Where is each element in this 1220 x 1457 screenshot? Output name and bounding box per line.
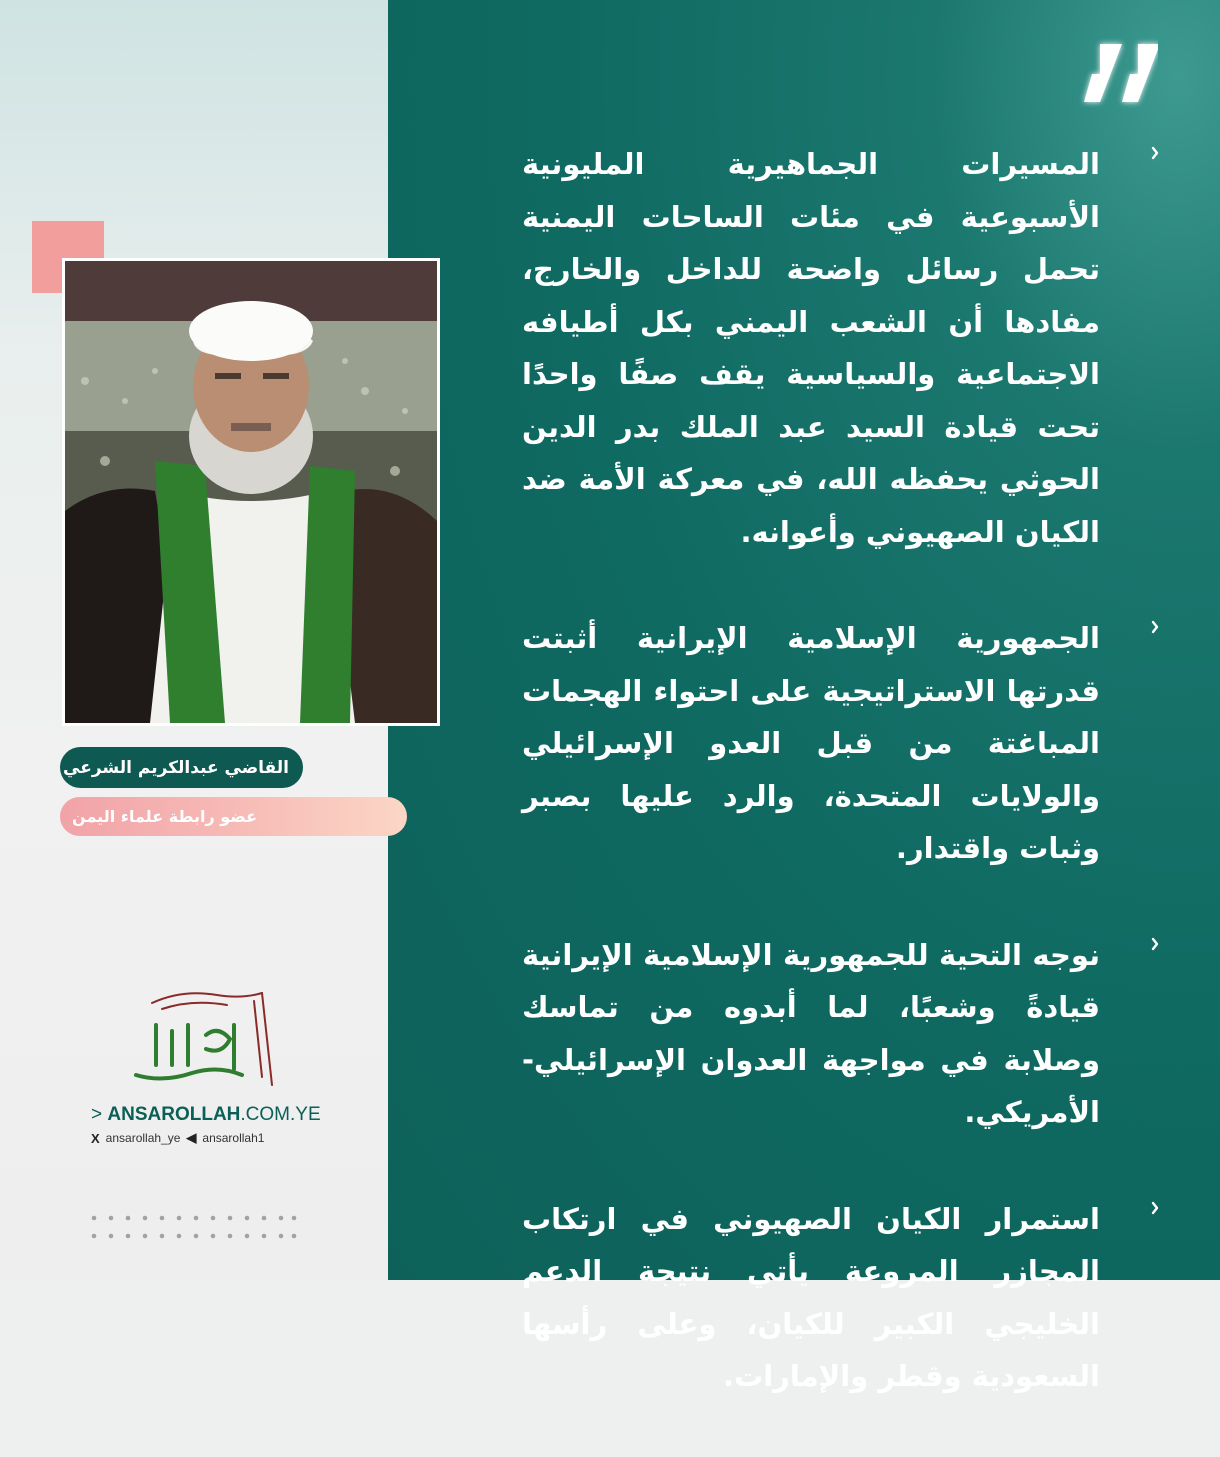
statement-item: [522, 1193, 1162, 1403]
website-arrow: >: [91, 1104, 103, 1125]
statement-item: [522, 612, 1162, 875]
statement-text: المسيرات الجماهيرية المليونية الأسبوعية في مئات الساحات اليمنية تحمل رسائل واضحة للداخل والخارج، مفادها أن الشعب اليمني بكل أطيافه الاجتماعية والسياسية يقف صفًا واحدًا تحت قيادة السيد عبد الملك بدر الدين الحوثي يحفظه الله، في معركة الأمة ضد الكيان الصهيوني وأعوانه.: [522, 147, 1100, 549]
website-domain: .COM.YE: [240, 1104, 321, 1125]
chevron-right-icon: [1144, 935, 1162, 953]
telegram-icon: ◀: [186, 1130, 197, 1145]
chevron-right-icon: [1144, 144, 1162, 162]
statement-text: نوجه التحية للجمهورية الإسلامية الإيرانية قيادةً وشعبًا، لما أبدوه من تماسك وصلابة في مواجهة العدوان الإسرائيلي-الأمريكي.: [522, 937, 1100, 1129]
speaker-role: عضو رابطة علماء اليمن: [60, 797, 407, 836]
statement-item: [522, 929, 1162, 1139]
speaker-name: القاضي عبدالكريم الشرعي: [60, 747, 303, 788]
chevron-right-icon: [1144, 1199, 1162, 1217]
statement-item: [522, 138, 1162, 558]
website-name: ANSAROLLAH: [107, 1104, 241, 1125]
x-icon: X: [91, 1130, 100, 1146]
ansarollah-logo: [122, 985, 282, 1095]
chevron-right-icon: [1144, 618, 1162, 636]
statement-text: الجمهورية الإسلامية الإيرانية أثبتت قدرتها الاستراتيجية على احتواء الهجمات المباغتة من قبل العدو الإسرائيلي والولايات المتحدة، والرد عليها بصبر وثبات واقتدار.: [522, 621, 1100, 865]
website-link[interactable]: [91, 1104, 321, 1126]
speaker-photo: [62, 258, 440, 726]
quote-mark-icon: [1068, 18, 1158, 108]
social-handles: [91, 1130, 264, 1146]
dot-pattern: [88, 1212, 298, 1242]
statement-text: استمرار الكيان الصهيوني في ارتكاب المجازر المروعة يأتي نتيجة الدعم الخليجي الكبير للكيان، وعلى رأسها السعودية وقطر والإمارات.: [522, 1201, 1100, 1393]
statement-list: [522, 138, 1162, 1457]
telegram-handle[interactable]: ansarollah1: [202, 1131, 265, 1145]
x-handle[interactable]: ansarollah_ye: [105, 1131, 181, 1145]
